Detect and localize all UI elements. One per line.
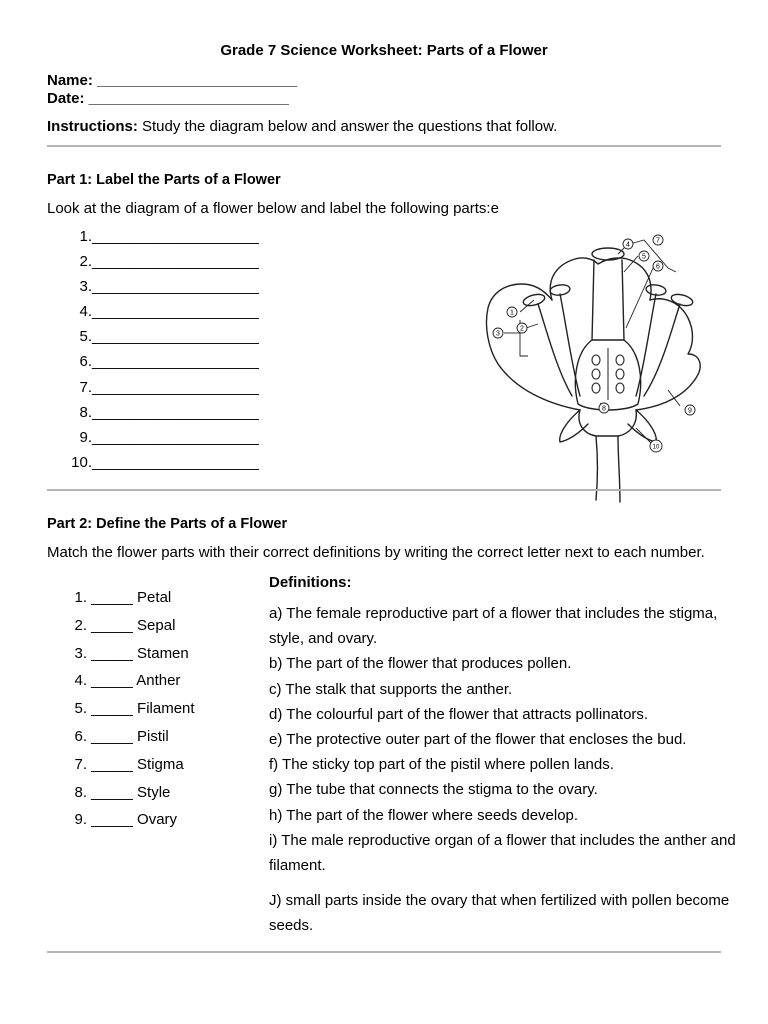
match-text: _____ Pistil xyxy=(91,727,169,745)
label-blank: ____________________ xyxy=(92,428,259,446)
part2-heading: Part 2: Define the Parts of a Flower xyxy=(47,516,288,532)
ovules xyxy=(592,348,624,400)
label-blank: ____________________ xyxy=(92,378,259,396)
diagram-label-1: 1 xyxy=(510,309,514,317)
match-row xyxy=(65,589,195,617)
label-number: 4. xyxy=(79,303,92,321)
diagram-label-3: 3 xyxy=(496,330,500,338)
label-row xyxy=(65,379,259,404)
diagram-label-6: 6 xyxy=(656,263,660,271)
worksheet-title: Grade 7 Science Worksheet: Parts of a Flower xyxy=(220,42,548,59)
label-blank: ____________________ xyxy=(92,253,259,271)
instructions-label: Instructions: xyxy=(47,118,138,135)
divider-2 xyxy=(47,489,721,491)
anther-right-2 xyxy=(645,284,666,297)
match-row xyxy=(65,756,195,784)
definition-item: d) The colourful part of the flower that attracts pollinators. xyxy=(269,705,649,723)
match-row xyxy=(65,728,195,756)
match-row xyxy=(65,811,195,839)
stigma xyxy=(592,248,624,260)
label-row xyxy=(65,353,259,378)
label-number: 10. xyxy=(71,453,92,471)
label-number: 2. xyxy=(79,253,92,271)
label-number: 9. xyxy=(79,428,92,446)
definition-item: a) The female reproductive part of a flower that includes the stigma, style, and ovary. xyxy=(269,605,718,648)
divider-1 xyxy=(47,145,721,147)
diagram-label-5: 5 xyxy=(642,253,646,261)
instructions-text: Study the diagram below and answer the questions that follow. xyxy=(137,118,558,135)
instructions xyxy=(47,118,557,135)
match-number: 6. xyxy=(74,727,87,745)
match-row xyxy=(65,617,195,645)
match-number: 4. xyxy=(74,672,87,690)
match-text: _____ Ovary xyxy=(91,811,178,829)
label-row xyxy=(65,328,259,353)
label-row xyxy=(65,404,259,429)
definition-item: g) The tube that connects the stigma to the ovary. xyxy=(269,781,598,799)
match-row xyxy=(65,645,195,673)
sepal-right xyxy=(628,410,656,442)
match-text: _____ Style xyxy=(91,783,171,801)
definition-item: J) small parts inside the ovary that when fertilized with pollen become seeds. xyxy=(269,892,730,935)
part1-heading: Part 1: Label the Parts of a Flower xyxy=(47,172,281,188)
match-number: 5. xyxy=(74,700,87,718)
receptacle xyxy=(579,410,636,436)
match-row xyxy=(65,700,195,728)
match-text: _____ Stigma xyxy=(91,755,184,773)
filament-left xyxy=(538,304,572,396)
match-number: 9. xyxy=(74,811,87,829)
part1-label-list xyxy=(65,228,259,479)
match-text: _____ Petal xyxy=(91,589,172,606)
date-field: Date: ________________________ xyxy=(47,90,289,107)
stem xyxy=(596,436,620,502)
divider-3 xyxy=(47,951,721,953)
label-row xyxy=(65,253,259,278)
diagram-label-8: 8 xyxy=(602,405,606,413)
style xyxy=(592,260,624,340)
definitions-panel xyxy=(269,574,739,939)
diagram-label-7: 7 xyxy=(656,237,660,245)
match-row xyxy=(65,784,195,812)
flower-diagram xyxy=(468,228,730,508)
leader-lines xyxy=(504,237,680,444)
label-number: 6. xyxy=(79,353,92,371)
definition-item: f) The sticky top part of the pistil where pollen lands. xyxy=(269,756,614,774)
match-number: 3. xyxy=(74,644,87,662)
label-number: 1. xyxy=(79,228,92,245)
name-field: Name: ________________________ xyxy=(47,72,298,89)
sepal-left xyxy=(560,410,588,442)
match-number: 1. xyxy=(74,589,87,606)
label-number: 5. xyxy=(79,328,92,346)
part2-match-list xyxy=(65,589,195,839)
label-blank: ____________________ xyxy=(92,403,259,421)
petal-left xyxy=(486,284,580,410)
match-number: 7. xyxy=(74,755,87,773)
definition-item: e) The protective outer part of the flower that encloses the bud. xyxy=(269,731,687,749)
label-row xyxy=(65,278,259,303)
definitions-heading: Definitions: xyxy=(269,574,352,591)
definition-item: b) The part of the flower that produces pollen. xyxy=(269,655,572,673)
definition-item: i) The male reproductive organ of a flower that includes the anther and filament. xyxy=(269,831,736,875)
anther-left-2 xyxy=(549,284,570,297)
match-number: 8. xyxy=(74,783,87,801)
label-number: 8. xyxy=(79,403,92,421)
match-text: _____ Anther xyxy=(91,672,181,690)
match-number: 2. xyxy=(74,616,87,634)
label-blank: ____________________ xyxy=(92,228,259,245)
label-number: 7. xyxy=(79,378,92,396)
definition-item: c) The stalk that supports the anther. xyxy=(269,680,513,698)
diagram-label-2: 2 xyxy=(520,325,524,333)
match-text: _____ Filament xyxy=(91,700,195,718)
diagram-label-4: 4 xyxy=(626,241,630,249)
filament-left-2 xyxy=(560,294,580,396)
label-blank: ____________________ xyxy=(92,278,259,296)
part2-intro: Match the flower parts with their correct definitions by writing the correct letter next to each number. xyxy=(47,544,705,561)
diagram-label-10: 10 xyxy=(652,444,660,451)
label-row xyxy=(65,303,259,328)
part1-intro: Look at the diagram of a flower below and label the following parts:e xyxy=(47,200,499,217)
match-row xyxy=(65,672,195,700)
anther-right xyxy=(670,292,694,307)
filament-right xyxy=(644,304,680,396)
label-blank: ____________________ xyxy=(92,328,259,346)
label-row xyxy=(65,228,259,253)
label-blank: ____________________ xyxy=(92,353,259,371)
label-blank: ____________________ xyxy=(92,303,259,321)
label-number: 3. xyxy=(79,278,92,296)
match-text: _____ Sepal xyxy=(91,616,176,634)
diagram-label-9: 9 xyxy=(688,407,692,415)
definition-item: h) The part of the flower where seeds develop. xyxy=(269,806,579,824)
label-row xyxy=(65,429,259,454)
match-text: _____ Stamen xyxy=(91,644,189,662)
label-row xyxy=(65,454,259,479)
label-blank: ____________________ xyxy=(92,453,259,471)
